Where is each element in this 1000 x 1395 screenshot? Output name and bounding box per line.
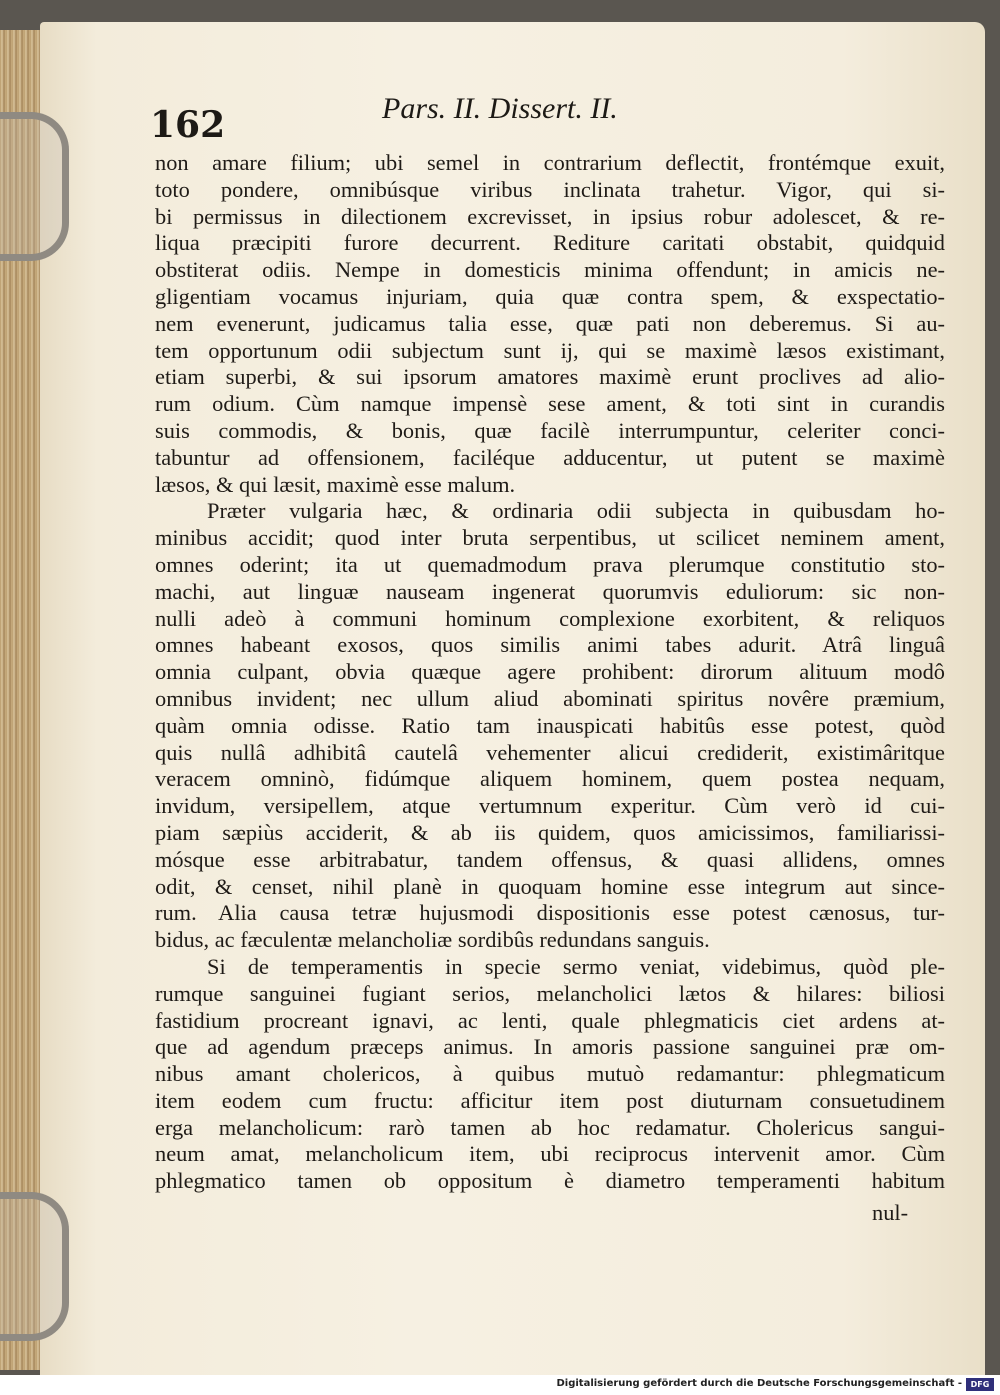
digitization-footer bbox=[0, 1375, 1000, 1395]
text-line: rumque sanguinei fugiant serios, melancholici lætos & hilares: biliosi bbox=[155, 980, 945, 1006]
text-line: omnibus invident; nec ullum aliud abominati spiritus novêre præmium, bbox=[155, 685, 945, 711]
page-clip-top bbox=[0, 112, 69, 261]
text-line: neum amat, melancholicum item, ubi reciprocus intervenit amor. Cùm bbox=[155, 1141, 945, 1167]
text-line: non amare filium; ubi semel in contrarium deflectit, frontémque exuit, bbox=[155, 150, 945, 175]
text-line: obstiterat odiis. Nempe in domesticis minima offendunt; in amicis ne- bbox=[155, 257, 945, 283]
page-header bbox=[150, 92, 940, 146]
text-line: machi, aut linguæ nauseam ingenerat quorumvis eduliorum: sic non- bbox=[155, 578, 945, 604]
body-text bbox=[155, 150, 945, 1195]
text-line: læsos, & qui læsit, maximè esse malum. bbox=[155, 471, 516, 497]
text-line: item eodem cum fructu: afficitur item post diuturnam consuetudinem bbox=[155, 1087, 945, 1113]
text-line: rum odium. Cùm namque impensè sese ament, & toti sint in curandis bbox=[155, 391, 945, 417]
text-line: nem evenerunt, judicamus talia esse, quæ pati non deberemus. Si au- bbox=[155, 310, 945, 336]
text-line: gligentiam vocamus injuriam, quia quæ contra spem, & exspectatio- bbox=[155, 283, 945, 309]
text-line: Si de temperamentis in specie sermo veniat, videbimus, quòd ple- bbox=[207, 953, 945, 979]
text-line: odit, & censet, nihil planè in quoquam homine esse integrum aut since- bbox=[155, 873, 945, 899]
text-line: invidum, versipellem, atque vertumnum experitur. Cùm verò id cui- bbox=[155, 793, 945, 819]
text-line: minibus accidit; quod inter bruta serpentibus, ut scilicet neminem ament, bbox=[155, 525, 945, 551]
text-line: erga melancholicum: rarò tamen ab hoc redamatur. Cholericus sangui- bbox=[155, 1114, 945, 1140]
text-line: liqua præcipiti furore decurrent. Rediture caritati obstabit, quidquid bbox=[155, 230, 945, 256]
text-line: omnes habeant exosos, quos similis animi tabes adurit. Atrâ linguâ bbox=[155, 632, 945, 658]
text-line: nibus amant cholericos, à quibus mutuò redamantur: phlegmaticum bbox=[155, 1061, 945, 1087]
text-line: tabuntur ad offensionem, faciléque adducentur, ut putent se maximè bbox=[155, 444, 945, 470]
text-line: quis nullâ adhibitâ cautelâ vehementer alicui crediderit, existimâritque bbox=[155, 739, 945, 765]
text-line: omnes oderint; ita ut quemadmodum prava plerumque constitutio sto- bbox=[155, 551, 945, 577]
text-line: toto pondere, omnibúsque viribus inclinata trahetur. Vigor, qui si- bbox=[155, 176, 945, 202]
text-line: omnia culpant, obvia quæque agere prohibent: dirorum alituum modô bbox=[155, 659, 945, 685]
dfg-logo: DFG bbox=[966, 1378, 994, 1391]
text-line: bi permissus in dilectionem excrevisset, in ipsius robur adolescet, & re- bbox=[155, 203, 945, 229]
text-line: bidus, ac fæculentæ melancholiæ sordibûs redundans sanguis. bbox=[155, 927, 710, 953]
text-line: suis commodis, & bonis, quæ facilè interrumpuntur, celeriter conci- bbox=[155, 417, 945, 443]
text-line: Præter vulgaria hæc, & ordinaria odii subjecta in quibusdam ho- bbox=[207, 498, 945, 524]
footer-credit: Digitalisierung gefördert durch die Deutsche Forschungsgemeinschaft - bbox=[556, 1378, 962, 1389]
running-head: Pars. II. Dissert. II. bbox=[382, 92, 618, 125]
text-line: fastidium procreant ignavi, ac lenti, quale phlegmaticis ciet ardens at- bbox=[155, 1007, 945, 1033]
page-number: 162 bbox=[150, 104, 226, 146]
text-line: rum. Alia causa tetræ hujusmodi dispositionis esse potest cænosus, tur- bbox=[155, 900, 945, 926]
text-line: phlegmatico tamen ob oppositum è diametro temperamenti habitum bbox=[155, 1168, 945, 1194]
text-line: mósque esse arbitrabatur, tandem offensus, & quasi allidens, omnes bbox=[155, 846, 945, 872]
catchword: nul- bbox=[872, 1200, 909, 1225]
text-line: veracem omninò, fidúmque aliquem hominem, quem postea nequam, bbox=[155, 766, 945, 792]
text-line: etiam superbi, & sui ipsorum amatores maximè erunt proclives ad alio- bbox=[155, 364, 945, 390]
text-line: quàm omnia odisse. Ratio tam inauspicati habitûs esse potest, quòd bbox=[155, 712, 945, 738]
text-line: tem opportunum odii subjectum sunt ij, qui se maximè læsos existimant, bbox=[155, 337, 945, 363]
text-line: que ad agendum præceps animus. In amoris passione sanguinei præ om- bbox=[155, 1034, 945, 1060]
text-line: nulli adeò à communi hominum complexione exorbitent, & reliquos bbox=[155, 605, 945, 631]
page-clip-bottom bbox=[0, 1192, 69, 1341]
text-line: piam sæpiùs acciderit, & ab iis quidem, quos amicissimos, familiarissi- bbox=[155, 819, 945, 845]
